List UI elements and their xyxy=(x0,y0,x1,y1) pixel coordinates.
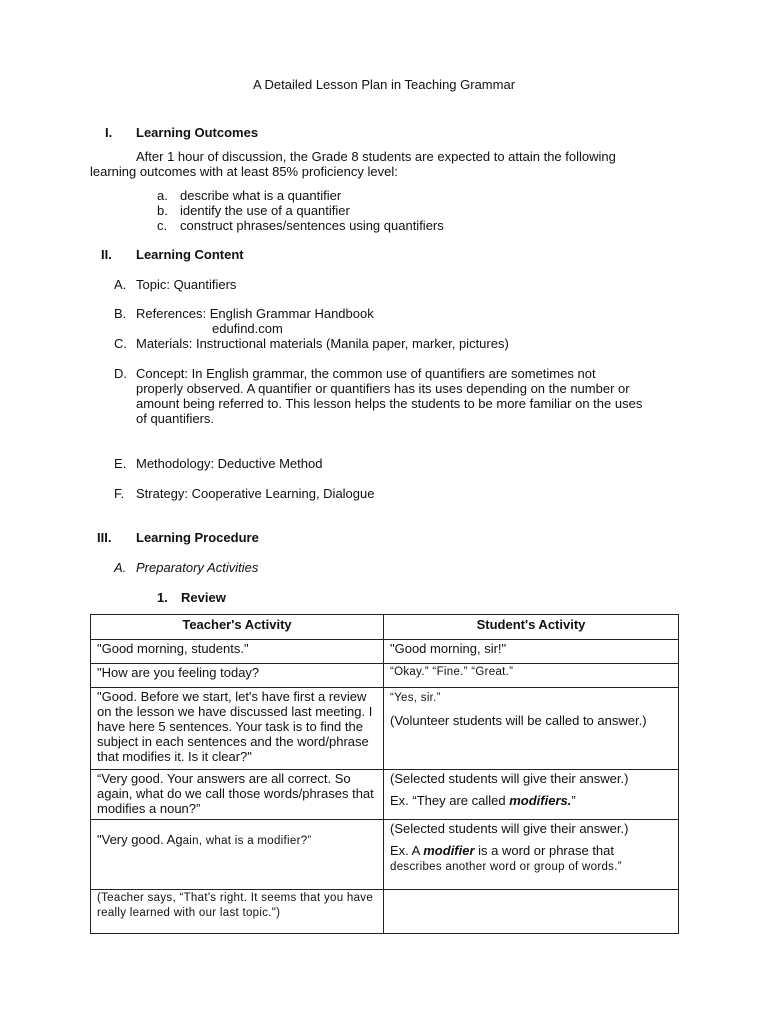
outcomes-intro-line-1: After 1 hour of discussion, the Grade 8 students are expected to attain the following xyxy=(136,149,616,164)
review-heading: Review xyxy=(181,590,226,605)
procedure-marker: A. xyxy=(114,560,127,575)
student-cell: "Good morning, sir!" xyxy=(384,640,679,664)
student-activity-header: Student's Activity xyxy=(384,615,679,640)
student-response: “Yes, sir.” xyxy=(390,692,441,704)
student-cell xyxy=(384,890,679,934)
section-3-heading: Learning Procedure xyxy=(136,530,259,545)
student-response-note: (Volunteer students will be called to answer.) xyxy=(390,713,647,728)
outcome-item: identify the use of a quantifier xyxy=(180,203,350,218)
table-header-row xyxy=(91,615,679,640)
content-marker: C. xyxy=(114,336,127,351)
content-marker: E. xyxy=(114,456,127,471)
teacher-cell: “Very good. Your answers are all correct. So again, what do we call those words/phrases that modifies a noun?” xyxy=(91,770,384,820)
teacher-question-a: "Very good. Ag xyxy=(97,832,183,847)
student-cell xyxy=(384,688,679,770)
outcome-marker: c. xyxy=(157,218,168,233)
teacher-cell: "How are you feeling today? xyxy=(91,664,384,688)
content-marker: B. xyxy=(114,306,127,321)
student-cell xyxy=(384,770,679,820)
student-example xyxy=(390,793,576,808)
student-response-note: (Selected students will give their answer.) xyxy=(390,771,629,786)
preparatory-activities-heading: Preparatory Activities xyxy=(136,560,259,575)
table-row xyxy=(91,640,679,664)
outcomes-intro-line-2: learning outcomes with at least 85% proficiency level: xyxy=(90,164,398,179)
outcome-item: describe what is a quantifier xyxy=(180,188,342,203)
content-materials: Materials: Instructional materials (Manila paper, marker, pictures) xyxy=(136,336,509,351)
teacher-activity-header: Teacher's Activity xyxy=(91,615,384,640)
content-strategy: Strategy: Cooperative Learning, Dialogue xyxy=(136,486,375,501)
student-cell: “Okay.” “Fine.” “Great.” xyxy=(384,664,679,688)
section-3-number: III. xyxy=(97,530,112,545)
teacher-cell: "Good. Before we start, let's have first a review on the lesson we have discussed last meeting. I have here 5 sentences. Your task is to find the subject in each sentences and the word/phrase that modifies it. Is it clear?" xyxy=(91,688,384,770)
example-prefix: Ex. A xyxy=(390,843,424,858)
example-emphasis: modifier xyxy=(423,843,475,858)
content-marker: A. xyxy=(114,277,127,292)
table-row xyxy=(91,820,679,890)
teacher-question-b: ain, what is a modifier?” xyxy=(182,835,312,847)
student-cell xyxy=(384,820,679,890)
document-title: A Detailed Lesson Plan in Teaching Grammar xyxy=(252,77,516,92)
section-2-heading: Learning Content xyxy=(136,247,244,262)
example-suffix: is a word or phrase that xyxy=(474,843,615,858)
outcome-marker: a. xyxy=(157,188,168,203)
content-references: References: English Grammar Handbook xyxy=(136,306,374,321)
table-row xyxy=(91,890,679,934)
example-suffix: ” xyxy=(571,793,576,808)
teacher-cell: (Teacher says, “That's right. It seems that you have really learned with our last topic.") xyxy=(91,890,384,934)
student-example xyxy=(390,843,614,858)
concept-line: Concept: In English grammar, the common use of quantifiers are sometimes not xyxy=(136,366,596,381)
content-topic: Topic: Quantifiers xyxy=(136,277,237,292)
outcome-item: construct phrases/sentences using quantifiers xyxy=(180,218,444,233)
review-marker: 1. xyxy=(157,590,168,605)
example-prefix: Ex. “They are called xyxy=(390,793,510,808)
section-2-number: II. xyxy=(101,247,112,262)
example-continuation: describes another word or group of words.” xyxy=(390,861,622,873)
table-row xyxy=(91,664,679,688)
concept-line: amount being referred to. This lesson helps the students to be more familiar on the uses xyxy=(136,396,643,411)
teacher-cell xyxy=(91,820,384,890)
table-row xyxy=(91,770,679,820)
content-methodology: Methodology: Deductive Method xyxy=(136,456,323,471)
example-emphasis: modifiers. xyxy=(509,793,572,808)
outcome-marker: b. xyxy=(157,203,168,218)
concept-line: properly observed. A quantifier or quantifiers has its uses depending on the number or xyxy=(136,381,630,396)
teacher-cell: "Good morning, students." xyxy=(91,640,384,664)
section-1-heading: Learning Outcomes xyxy=(136,125,259,140)
section-1-number: I. xyxy=(105,125,113,140)
table-row xyxy=(91,688,679,770)
content-marker: D. xyxy=(114,366,127,381)
concept-line: of quantifiers. xyxy=(136,411,215,426)
student-response-note: (Selected students will give their answer.) xyxy=(390,821,629,836)
content-marker: F. xyxy=(114,486,125,501)
review-activity-table xyxy=(90,614,679,934)
content-references-extra: edufind.com xyxy=(212,321,283,336)
